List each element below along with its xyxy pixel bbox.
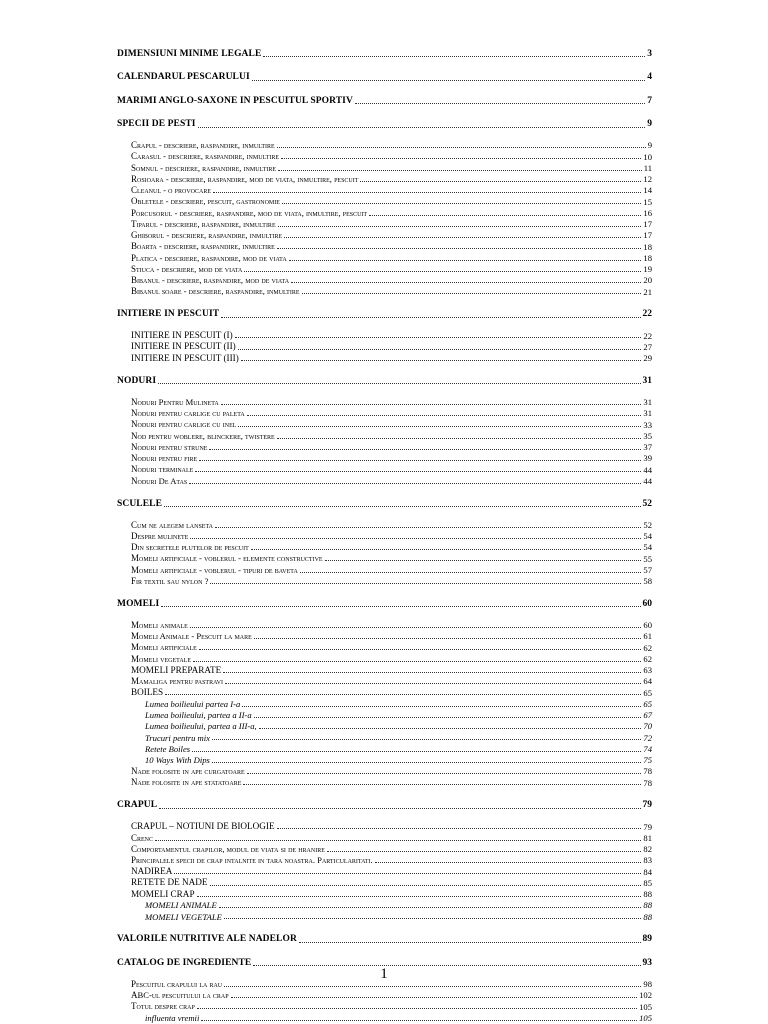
toc-entry-page: 75 xyxy=(643,755,652,766)
toc-entry[interactable] xyxy=(117,474,652,486)
dot-leader xyxy=(221,317,640,318)
toc-entry-page: 12 xyxy=(643,174,652,185)
toc-entry-title: INITIERE IN PESCUIT xyxy=(117,309,220,320)
dot-leader xyxy=(282,203,641,204)
toc-entry-title: Rosioara - descriere, raspandire, mod de viata, inmultire, pescuit xyxy=(131,173,359,184)
toc-entry-title: CALENDARUL PESCARULUI xyxy=(117,72,250,82)
dot-leader xyxy=(165,694,641,695)
dot-leader xyxy=(201,1020,637,1021)
dot-leader xyxy=(195,471,641,472)
toc-entry-page: 11 xyxy=(643,162,652,173)
toc-entry-page: 33 xyxy=(643,419,652,430)
toc-entry-title: INITIERE IN PESCUIT (II) xyxy=(131,341,236,352)
toc-entry-title: Din secretele plutelor de pescuit xyxy=(131,542,249,552)
toc-section[interactable] xyxy=(117,118,652,130)
toc-entry-title: 10 Ways With Dips xyxy=(145,755,210,766)
toc-entry-title: Carasul - descriere, raspandire, inmultire xyxy=(131,151,280,162)
toc-entry-page: 67 xyxy=(643,710,652,721)
page-number: 1 xyxy=(380,966,388,982)
dot-leader xyxy=(164,506,640,507)
dot-leader xyxy=(278,226,642,227)
toc-entry[interactable] xyxy=(117,194,652,206)
toc-entry-title: Boarta - descriere, raspandire, inmultire xyxy=(131,241,275,252)
dot-leader xyxy=(224,918,641,919)
dot-leader xyxy=(355,103,645,104)
dot-leader xyxy=(247,773,642,774)
toc-entry-title: Trucuri pentru mix xyxy=(145,732,210,743)
toc-entry-page: 65 xyxy=(643,687,652,698)
toc-entry-page: 105 xyxy=(639,1012,652,1023)
toc-entry[interactable] xyxy=(117,887,652,899)
toc-entry[interactable] xyxy=(117,999,652,1011)
toc-entry[interactable] xyxy=(117,395,652,407)
dot-leader xyxy=(263,56,645,57)
dot-leader xyxy=(235,337,642,338)
toc-entry-page: 55 xyxy=(643,553,652,564)
toc-section[interactable] xyxy=(117,933,652,945)
toc-entry-page: 61 xyxy=(643,631,652,642)
toc-entry-page: 98 xyxy=(643,979,652,990)
toc-entry-page: 35 xyxy=(643,430,652,441)
toc-entry-title: Principalele specii de crap intalnite in tara noastra. Particularitati. xyxy=(131,855,373,865)
toc-entry-page: 14 xyxy=(643,185,652,196)
dot-leader xyxy=(327,851,642,852)
toc-entry-page: 52 xyxy=(643,519,652,530)
toc-entry[interactable] xyxy=(117,640,652,652)
toc-entry-page: 88 xyxy=(643,900,652,911)
toc-entry[interactable] xyxy=(117,853,652,865)
toc-entry-page: 20 xyxy=(643,275,652,286)
toc-entry-title: Pescuitul crapului la rau xyxy=(131,978,223,989)
toc-entry-page: 9 xyxy=(647,140,652,151)
toc-entry-page: 84 xyxy=(643,866,652,877)
toc-entry-page: 81 xyxy=(643,832,652,843)
dot-leader xyxy=(221,404,642,405)
dot-leader xyxy=(223,672,641,673)
toc-entry-title: CATALOG DE INGREDIENTE xyxy=(117,957,252,968)
toc-entry-page: 52 xyxy=(642,498,652,509)
toc-entry-page: 83 xyxy=(643,855,652,866)
toc-subentry[interactable] xyxy=(117,909,652,921)
dot-leader xyxy=(238,426,641,427)
dot-leader xyxy=(247,415,642,416)
toc-entry[interactable] xyxy=(117,629,652,641)
toc-entry[interactable] xyxy=(117,574,652,586)
toc-entry[interactable] xyxy=(117,652,652,664)
dot-leader xyxy=(224,986,641,987)
toc-entry[interactable] xyxy=(117,842,652,854)
toc-entry-title: Tiparul - descriere, raspandire, inmultire xyxy=(131,218,276,229)
dot-leader xyxy=(259,728,642,729)
toc-entry-page: 72 xyxy=(643,732,652,743)
toc-entry[interactable] xyxy=(117,172,652,184)
toc-entry-title: Lumea boilieului, partea a II-a xyxy=(145,710,252,721)
toc-entry-title: Despre mulinete xyxy=(131,530,189,541)
toc-entry-page: 10 xyxy=(643,151,652,162)
toc-entry-page: 37 xyxy=(643,442,652,453)
dot-leader xyxy=(243,784,641,785)
toc-entry-page: 88 xyxy=(643,911,652,922)
toc-entry-title: ABC-ul pescuitului la crap xyxy=(131,990,229,1000)
dot-leader xyxy=(302,293,642,294)
dot-leader xyxy=(299,942,641,943)
toc-entry-page: 88 xyxy=(643,889,652,900)
toc-entry-title: Somnul - descriere, raspandire, inmultire xyxy=(131,162,277,173)
toc-entry-title: Obletele - descriere, pescuit, gastronomie xyxy=(131,196,280,207)
toc-entry-title: Nod pentru woblere, blinckere, twistere xyxy=(131,430,275,441)
toc-entry[interactable] xyxy=(117,351,652,363)
toc-entry[interactable] xyxy=(117,618,652,630)
toc-entry-title: Noduri pentru carlige cu inel xyxy=(131,419,237,430)
toc-entry[interactable] xyxy=(117,663,652,675)
toc-entry-page: 19 xyxy=(643,264,652,275)
dot-leader xyxy=(193,661,641,662)
toc-entry-page: 44 xyxy=(643,475,652,486)
dot-leader xyxy=(231,997,638,998)
toc-entry-page: 18 xyxy=(643,241,652,252)
dot-leader xyxy=(190,538,641,539)
dot-leader xyxy=(252,80,646,81)
dot-leader xyxy=(159,808,640,809)
toc-subentry[interactable] xyxy=(117,719,652,731)
toc-entry[interactable] xyxy=(117,273,652,285)
toc-entry-page: 3 xyxy=(647,48,652,59)
toc-entry-title: INITIERE IN PESCUIT (I) xyxy=(131,330,233,341)
toc-entry-title: CRAPUL – NOTIUNI DE BIOLOGIE xyxy=(131,821,275,832)
dot-leader xyxy=(219,907,642,908)
dot-leader xyxy=(289,260,642,261)
toc-entry[interactable] xyxy=(117,239,652,251)
toc-entry-page: 78 xyxy=(643,777,652,788)
dot-leader xyxy=(242,706,641,707)
toc-entry-page: 44 xyxy=(643,464,652,475)
dot-leader xyxy=(215,527,641,528)
toc-entry-title: Retete Boiles xyxy=(145,743,191,754)
dot-leader xyxy=(251,549,642,550)
toc-entry-page: 78 xyxy=(643,766,652,777)
toc-entry-page: 21 xyxy=(643,286,652,297)
toc-entry-page: 57 xyxy=(643,564,652,575)
toc-entry[interactable] xyxy=(117,206,652,218)
toc-entry[interactable] xyxy=(117,217,652,229)
toc-entry-page: 89 xyxy=(642,934,652,945)
dot-leader xyxy=(281,158,641,159)
dot-leader xyxy=(199,460,641,461)
toc-entry-title: Noduri pentru carlige cu paleta xyxy=(131,408,245,418)
toc-entry[interactable] xyxy=(117,876,652,888)
toc-entry[interactable] xyxy=(117,831,652,843)
dot-leader xyxy=(212,762,642,763)
dot-leader xyxy=(238,349,642,350)
toc-entry[interactable] xyxy=(117,340,652,352)
dot-leader xyxy=(369,215,641,216)
toc-entry-title: Noduri terminale xyxy=(131,464,194,475)
toc-entry-title: Crapul - descriere, raspandire, inmultire xyxy=(131,140,275,150)
toc-subentry[interactable] xyxy=(117,1011,652,1023)
dot-leader xyxy=(209,449,641,450)
toc-entry-title: influenta vremii xyxy=(145,1012,200,1023)
toc-section[interactable] xyxy=(117,94,652,106)
toc-entry-page: 27 xyxy=(643,341,652,352)
toc-section[interactable] xyxy=(117,497,652,509)
toc-entry-page: 105 xyxy=(639,1001,652,1012)
toc-entry-title: Crenc xyxy=(131,832,154,843)
toc-entry-page: 17 xyxy=(643,219,652,230)
toc-entry-page: 16 xyxy=(643,207,652,218)
dot-leader xyxy=(277,828,642,829)
dot-leader xyxy=(189,483,641,484)
toc-entry[interactable] xyxy=(117,406,652,418)
toc-entry-title: MOMELI ANIMALE xyxy=(145,900,217,911)
toc-entry-title: MOMELI xyxy=(117,598,160,609)
toc-entry-title: Fir textil sau nylon ? xyxy=(131,575,209,586)
toc-entry-title: BOILES xyxy=(131,687,164,698)
toc-entry-page: 9 xyxy=(647,119,652,129)
toc-entry-page: 17 xyxy=(643,230,652,241)
toc-entry-title: Totul despre crap xyxy=(131,1001,195,1012)
toc-entry-title: CRAPUL xyxy=(117,800,158,811)
toc-section[interactable] xyxy=(117,597,652,609)
toc-entry[interactable] xyxy=(117,228,652,240)
toc-entry[interactable] xyxy=(117,429,652,441)
toc-entry[interactable] xyxy=(117,440,652,452)
toc-entry-title: MARIMI ANGLO-SAXONE IN PESCUITUL SPORTIV xyxy=(117,95,353,106)
toc-entry-title: Momeli vegetale xyxy=(131,653,192,664)
toc-section[interactable] xyxy=(117,374,652,386)
toc-entry-page: 31 xyxy=(643,397,652,408)
toc-entry[interactable] xyxy=(117,775,652,787)
dot-leader xyxy=(325,560,642,561)
toc-entry-page: 85 xyxy=(643,877,652,888)
toc-entry-page: 54 xyxy=(643,542,652,553)
toc-entry-page: 65 xyxy=(643,698,652,709)
toc-entry-page: 102 xyxy=(639,990,652,1001)
toc-entry[interactable] xyxy=(117,462,652,474)
toc-section[interactable] xyxy=(117,308,652,320)
toc-entry-title: SCULELE xyxy=(117,498,163,509)
toc-entry-title: Momeli animale xyxy=(131,619,188,630)
toc-entry[interactable] xyxy=(117,417,652,429)
toc-entry[interactable] xyxy=(117,262,652,274)
toc-entry-title: Nade folosite in ape curgatoare xyxy=(131,766,245,776)
dot-leader xyxy=(197,896,642,897)
toc-entry[interactable] xyxy=(117,451,652,463)
toc-entry-title: MOMELI PREPARATE xyxy=(131,664,222,675)
toc-entry-page: 62 xyxy=(643,642,652,653)
toc-entry-title: VALORILE NUTRITIVE ALE NADELOR xyxy=(117,934,297,945)
dot-leader xyxy=(212,739,641,740)
toc-entry-title: Comportamentul crapilor, modul de viata si de hranire xyxy=(131,843,325,854)
toc-entry-title: Ghiborul - descriere, raspandire, inmultire xyxy=(131,230,283,240)
toc-entry-title: Momeli artificiale - voblerul - elemente constructive xyxy=(131,553,323,564)
toc-entry-title: SPECII DE PESTI xyxy=(117,119,196,129)
toc-entry[interactable] xyxy=(117,988,652,1000)
toc-entry-title: Mamaliga pentru pastravi xyxy=(131,676,223,686)
toc-entry[interactable] xyxy=(117,819,652,831)
dot-leader xyxy=(199,649,642,650)
toc-entry[interactable] xyxy=(117,563,652,575)
toc-entry-page: 60 xyxy=(643,620,652,631)
toc-entry[interactable] xyxy=(117,328,652,340)
toc-entry-page: 79 xyxy=(643,821,652,832)
toc-entry[interactable] xyxy=(117,183,652,195)
dot-leader xyxy=(278,170,642,171)
toc-entry-page: 70 xyxy=(643,721,652,732)
toc-entry[interactable] xyxy=(117,251,652,263)
toc-entry[interactable] xyxy=(117,529,652,541)
toc-subentry[interactable] xyxy=(117,730,652,742)
toc-entry-title: Momeli artificiale xyxy=(131,642,197,653)
toc-entry-page: 15 xyxy=(643,196,652,207)
toc-entry[interactable] xyxy=(117,764,652,776)
dot-leader xyxy=(225,683,641,684)
toc-entry-title: Lumea boilieului partea I-a xyxy=(145,698,241,709)
dot-leader xyxy=(197,1008,637,1009)
dot-leader xyxy=(158,383,640,384)
dot-leader xyxy=(155,840,641,841)
dot-leader xyxy=(254,638,642,639)
toc-subentry[interactable] xyxy=(117,697,652,709)
dot-leader xyxy=(210,583,641,584)
toc-entry-title: Cum ne alegem lanseta xyxy=(131,519,213,530)
toc-entry-page: 79 xyxy=(642,800,652,811)
toc-entry-page: 60 xyxy=(642,598,652,609)
toc-section[interactable] xyxy=(117,71,652,83)
toc-entry-title: Noduri pentru strune xyxy=(131,441,208,452)
toc-entry-title: Nade folosite in ape statatoare xyxy=(131,777,242,788)
toc-entry[interactable] xyxy=(117,551,652,563)
dot-leader xyxy=(277,248,642,249)
dot-leader xyxy=(161,606,640,607)
dot-leader xyxy=(190,627,642,628)
toc-entry-title: Porcusorul - descriere, raspandire, mod de viata, inmultire, pescuit xyxy=(131,207,368,218)
toc-entry-page: 18 xyxy=(643,252,652,263)
toc-section[interactable] xyxy=(117,47,652,59)
toc-entry-page: 4 xyxy=(647,72,652,82)
toc-entry-page: 54 xyxy=(643,531,652,542)
toc-entry-page: 62 xyxy=(643,653,652,664)
toc-entry-page: 31 xyxy=(643,408,652,419)
toc-entry-title: Momeli Animale - Pescuit la mare xyxy=(131,631,252,641)
dot-leader xyxy=(360,181,641,182)
dot-leader xyxy=(174,873,641,874)
toc-entry-page: 63 xyxy=(643,665,652,676)
toc-entry-title: Noduri pentru fire xyxy=(131,453,198,463)
toc-entry-title: Noduri De Atas xyxy=(131,475,188,486)
toc-entry-page: 7 xyxy=(647,95,652,106)
dot-leader xyxy=(300,572,642,573)
toc-entry-title: Bibanul soare - descriere, raspandire, inmultire xyxy=(131,286,300,297)
toc-entry-title: Bibanul - descriere, raspandire, mod de viata xyxy=(131,275,290,285)
toc-entry-title: Noduri Pentru Mulineta xyxy=(131,396,219,407)
toc-entry-title: NADIREA xyxy=(131,866,173,877)
toc-entry[interactable] xyxy=(117,284,652,296)
toc-entry[interactable] xyxy=(117,674,652,686)
toc-entry[interactable] xyxy=(117,149,652,161)
toc-subentry[interactable] xyxy=(117,898,652,910)
toc-entry[interactable] xyxy=(117,864,652,876)
dot-leader xyxy=(277,147,646,148)
toc-entry[interactable] xyxy=(117,161,652,173)
toc-entry-title: MOMELI VEGETALE xyxy=(145,911,222,922)
dot-leader xyxy=(284,237,641,238)
dot-leader xyxy=(277,438,642,439)
toc-entry-page: 64 xyxy=(643,676,652,687)
toc-entry-page: 82 xyxy=(643,844,652,855)
dot-leader xyxy=(254,717,642,718)
toc-entry-page: 29 xyxy=(643,353,652,364)
dot-leader xyxy=(375,862,642,863)
dot-leader xyxy=(210,885,642,886)
toc-entry-title: MOMELI CRAP xyxy=(131,888,195,899)
toc-entry-title: Platica - descriere, raspandire, mod de viata xyxy=(131,252,287,263)
toc-entry-page: 31 xyxy=(642,375,652,386)
dot-leader xyxy=(213,192,641,193)
toc-section[interactable] xyxy=(117,799,652,811)
toc-entry[interactable] xyxy=(117,138,652,150)
dot-leader xyxy=(192,751,641,752)
dot-leader xyxy=(198,127,646,128)
toc-entry[interactable] xyxy=(117,685,652,697)
toc-entry-title: INITIERE IN PESCUIT (III) xyxy=(131,352,239,363)
toc-entry-page: 58 xyxy=(643,576,652,587)
toc-subentry[interactable] xyxy=(117,753,652,765)
toc-subentry[interactable] xyxy=(117,742,652,754)
dot-leader xyxy=(244,271,641,272)
toc-entry-page: 39 xyxy=(643,453,652,464)
toc-entry-title: Stiuca - descriere, mod de viata xyxy=(131,263,243,274)
toc-entry-title: NODURI xyxy=(117,375,157,386)
toc-entry-title: Lumea boilieului, partea a III-a, xyxy=(145,721,257,732)
toc-entry[interactable] xyxy=(117,540,652,552)
dot-leader xyxy=(291,282,641,283)
toc-entry-page: 93 xyxy=(642,957,652,968)
toc-entry[interactable] xyxy=(117,518,652,530)
toc-entry-page: 74 xyxy=(643,743,652,754)
dot-leader xyxy=(241,360,642,361)
toc-subentry[interactable] xyxy=(117,708,652,720)
toc-entry-title: RETETE DE NADE xyxy=(131,877,208,888)
toc-entry-title: Momeli artificiale - voblerul - tipuri de baveta xyxy=(131,564,298,575)
toc-entry-page: 22 xyxy=(643,330,652,341)
toc-entry-title: DIMENSIUNI MINIME LEGALE xyxy=(117,48,262,59)
toc-entry-page: 22 xyxy=(642,309,652,320)
toc-entry-title: Cleanul - o provocare xyxy=(131,185,211,195)
